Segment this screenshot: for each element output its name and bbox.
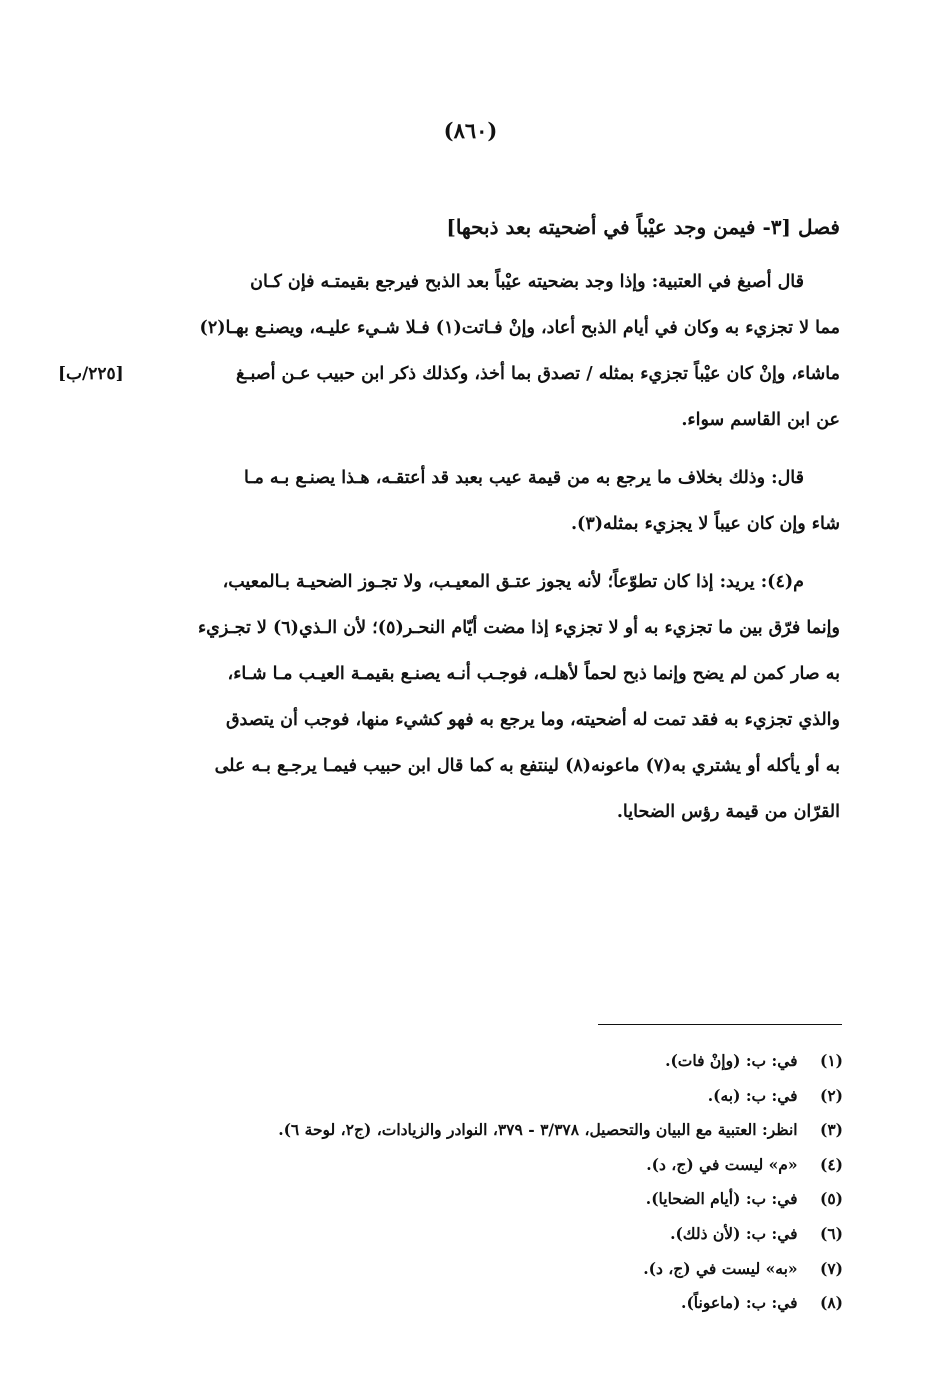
text-line: قال: وذلك بخلاف ما يرجع به من قيمة عيب بعبد قد أعتقـه، هـذا يصنـع بـه مـا (243, 468, 804, 488)
footnote-text: في: ب: (لأن ذلك). (670, 1223, 798, 1243)
text-line: ماشاء، وإنْ كان عيْباً تجزيء بمثله / تصدق بما أخذ، وكذلك ذكر ابن حبيب عـن أصبـغ (236, 364, 840, 384)
footnotes (160, 1044, 843, 1321)
footnote-item (160, 1148, 843, 1183)
footnote-number: (٦) (819, 1223, 843, 1243)
footnote-text: «م» ليست في (ج، د). (646, 1154, 798, 1174)
footnote-text: في: ب: (ماعوناً). (681, 1293, 798, 1313)
text-line: والذي تجزيء به فقد تمت له أضحيته، وما يرجع به فهو كشيء منها، فوجب أن يتصدق (225, 710, 840, 730)
marginal-folio-note: [٢٢٥/ب] (58, 364, 124, 384)
footnote-item (160, 1252, 843, 1287)
footnote-number: (٤) (819, 1154, 843, 1174)
text-line: عن ابن القاسم سواء. (681, 410, 840, 430)
text-line: قال أصبغ في العتبية: وإذا وجد بضحيته عيْباً بعد الذبح فيرجع بقيمتـه فإن كـان (250, 272, 804, 292)
footnote-item (160, 1044, 843, 1079)
text-line: م(٤): يريد: إذا كان تطوّعاً؛ لأنه يجوز عتـق المعيـب، ولا تجـوز الضحيـة بـالمعيب، (222, 572, 804, 592)
text-line: وإنما فرّق بين ما تجزيء به أو لا تجزيء إذا مضت أيّام النحـر(٥)؛ لأن الـذي(٦) لا تجـزيء (197, 618, 840, 638)
text-line: شاء وإن كان عيباً لا يجزيء بمثله(٣). (570, 514, 840, 534)
footnote-number: (٨) (819, 1293, 843, 1313)
text-line: به أو يأكله أو يشتري به(٧) ماعونه(٨) لينتفع به كما قال ابن حبيب فيمـا يرجـع بـه على (214, 756, 840, 776)
footnote-number: (٢) (819, 1085, 843, 1105)
footnote-item (160, 1217, 843, 1252)
footnote-item (160, 1286, 843, 1321)
footnote-separator (598, 1024, 842, 1025)
text-line: مما لا تجزيء به وكان في أيام الذبح أعاد، وإنْ فـاتت(١) فـلا شـيء عليـه، ويصنـع بهـا(٢) (199, 318, 840, 338)
text-line: به صار كمن لم يضح وإنما ذبح لحماً لأهلـه، فوجـب أنـه يصنـع بقيمـة العيـب مـا شـاء، (227, 664, 840, 684)
footnote-number: (٧) (819, 1258, 843, 1278)
paragraph-1 (58, 259, 840, 443)
text-line: القرّان من قيمة رؤس الضحايا. (616, 802, 840, 822)
paragraph-2 (160, 455, 840, 547)
footnote-item (160, 1079, 843, 1114)
footnote-text: في: ب: (وإنْ فات). (665, 1051, 798, 1070)
footnote-text: في: ب: (به). (707, 1085, 798, 1105)
footnote-item (160, 1113, 843, 1148)
footnote-item (160, 1182, 843, 1217)
footnote-text: «به» ليست في (ج، د). (643, 1258, 798, 1278)
footnote-number: (١) (819, 1051, 843, 1070)
page-number: (٨٦٠) (443, 118, 498, 143)
footnote-number: (٣) (819, 1120, 843, 1140)
section-heading: فصل [٣- فيمن وجد عيْباً في أضحيته بعد ذبحها] (446, 215, 840, 239)
main-text (58, 205, 840, 847)
footnote-text: في: ب: (أيام الضحايا). (645, 1189, 798, 1209)
paragraph-3 (160, 559, 840, 835)
footnote-number: (٥) (819, 1189, 843, 1209)
footnote-text: انظر: العتبية مع البيان والتحصيل، ٣/٣٧٨ - ٣٧٩، النوادر والزيادات، (ج٢، لوحة ٦). (278, 1120, 798, 1140)
